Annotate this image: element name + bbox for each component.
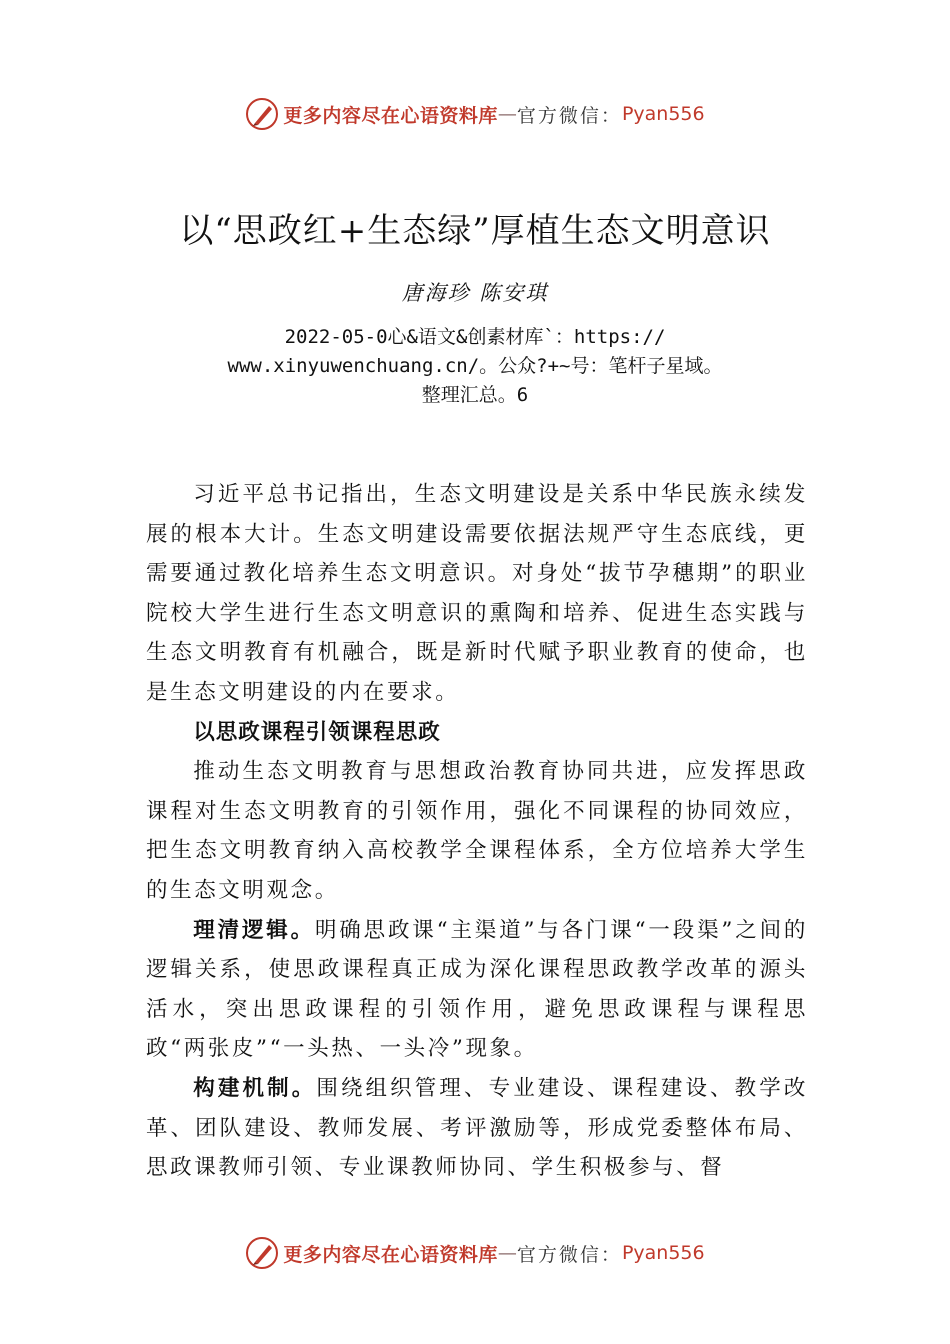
- banner-wechat-id: Pyan556: [621, 1242, 705, 1264]
- paragraph-4: [146, 1069, 808, 1188]
- paragraph-2: 推动生态文明教育与思想政治教育协同共进，应发挥思政课程对生态文明教育的引领作用，强化不同课程的协同效应，把生态文明教育纳入高校教学全课程体系，全方位培养大学生的生态文明观念。: [146, 759, 808, 903]
- source-note: [150, 323, 800, 410]
- footer-banner: [0, 1233, 950, 1273]
- banner-text: 更多内容尽在心语资料库: [283, 104, 498, 127]
- paragraph-3-text: 明确思政课“主渠道”与各门课“一段渠”之间的逻辑关系，使思政课程真正成为深化课程思政教学改革的源头活水，突出思政课程的引领作用，避免思政课程与课程思政“两张皮”“一头热、一头冷”现象。: [146, 917, 808, 1062]
- paragraph-4-lead: 构建机制。: [193, 1075, 317, 1101]
- pen-logo-icon: [245, 97, 279, 131]
- section-heading: 以思政课程引领课程思政: [193, 719, 441, 745]
- pen-logo-icon: [245, 1236, 279, 1270]
- source-line-1: 2022-05-0心&语文&创素材库`：https://: [284, 326, 666, 348]
- paragraph-4-text: 围绕组织管理、专业建设、课程建设、教学改革、团队建设、教师发展、考评激励等，形成党委整体布局、思政课教师引领、专业课教师协同、学生积极参与、督: [146, 1075, 808, 1181]
- banner-text: 更多内容尽在心语资料库: [283, 1243, 498, 1266]
- banner-wechat-id: Pyan556: [621, 103, 705, 125]
- paragraph-intro: 习近平总书记指出，生态文明建设是关系中华民族永续发展的根本大计。生态文明建设需要依据法规严守生态底线，更需要通过教化培养生态文明意识。对身处“拔节孕穗期”的职业院校大学生进行生态文明意识的熏陶和培养、促进生态实践与生态文明教育有机融合，既是新时代赋予职业教育的使命，也是生态文明建设的内在要求。: [146, 482, 808, 705]
- banner-wechat-label: 官方微信：: [516, 1243, 622, 1266]
- article-authors: 唐海珍 陈安琪: [401, 281, 549, 305]
- paragraph-3-lead: 理清逻辑。: [193, 917, 315, 943]
- source-line-2: www.xinyuwenchuang.cn/。公众?+~号：笔杆子星域。: [227, 355, 723, 377]
- banner-dash: —: [497, 1242, 517, 1264]
- banner-dash: —: [497, 103, 517, 125]
- banner-wechat-label: 官方微信：: [516, 104, 622, 127]
- source-line-3: 整理汇总。6: [421, 384, 529, 406]
- article-title: 以“思政红+生态绿”厚植生态文明意识: [179, 211, 771, 251]
- article-body: [146, 475, 808, 1188]
- paragraph-3: [146, 911, 808, 1069]
- header-banner: [0, 94, 950, 134]
